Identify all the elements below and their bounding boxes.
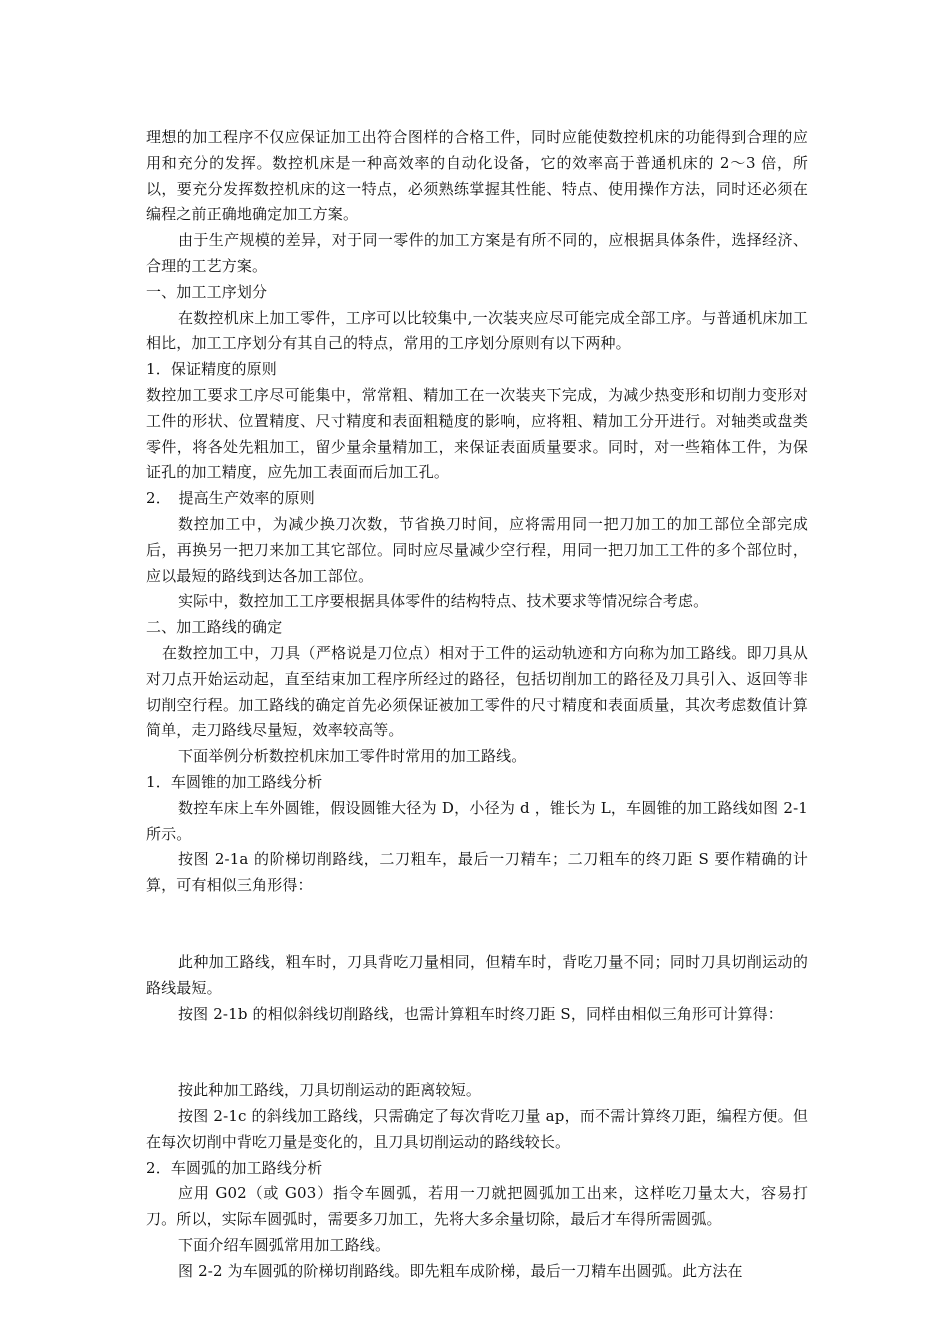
paragraph: 按图 2-1a 的阶梯切削路线，二刀粗车，最后一刀精车；二刀粗车的终刀距 S 要作精确的计算，可有相似三角形得： [146,850,808,895]
formula-placeholder [146,899,808,950]
subsection-heading: 1．车圆锥的加工路线分析 [146,772,323,791]
document-body [146,125,808,1285]
section-heading: 一、加工工序划分 [146,282,268,301]
paragraph: 数控加工中，为减少换刀次数，节省换刀时间，应将需用同一把刀加工的加工部位全部完成后，再换另一把刀来加工其它部位。同时应尽量减少空行程，用同一把刀加工工件的多个部位时，应以最短的路线到达各加工部位。 [146,514,808,585]
paragraph: 在数控加工中，刀具（严格说是刀位点）相对于工件的运动轨迹和方向称为加工路线。即刀具从对刀点开始运动起，直至结束加工程序所经过的路径，包括切削加工的路径及刀具引入、返回等非切削空行程。加工路线的确定首先必须保证被加工零件的尺寸精度和表面质量，其次考虑数值计算简单，走刀路线尽量短，效率较高等。 [146,643,808,740]
paragraph: 按此种加工路线，刀具切削运动的距离较短。 [178,1081,482,1100]
paragraph: 数控加工要求工序尽可能集中，常常粗、精加工在一次装夹下完成，为减少热变形和切削力变形对工件的形状、位置精度、尺寸精度和表面粗糙度的影响，应将粗、精加工分开进行。对轴类或盘类零件，将各处先粗加工，留少量余量精加工，来保证表面质量要求。同时，对一些箱体工件，为保证孔的加工精度，应先加工表面而后加工孔。 [146,385,808,482]
paragraph: 按图 2-1b 的相似斜线切削路线，也需计算粗车时终刀距 S，同样由相似三角形可计算得： [178,1004,783,1023]
formula-placeholder [146,1027,808,1078]
section-heading: 二、加工路线的确定 [146,618,283,637]
paragraph: 应用 G02（或 G03）指令车圆弧，若用一刀就把圆弧加工出来，这样吃刀量太大，容易打刀。所以，实际车圆弧时，需要多刀加工，先将大多余量切除，最后才车得所需圆弧。 [146,1184,808,1229]
paragraph: 下面介绍车圆弧常用加工路线。 [178,1236,391,1255]
paragraph: 实际中，数控加工工序要根据具体零件的结构特点、技术要求等情况综合考虑。 [178,592,709,611]
subsection-heading: 1．保证精度的原则 [146,360,277,379]
paragraph: 由于生产规模的差异，对于同一零件的加工方案是有所不同的，应根据具体条件，选择经济、合理的工艺方案。 [146,231,808,275]
paragraph: 此种加工路线，粗车时，刀具背吃刀量相同，但精车时，背吃刀量不同；同时刀具切削运动的路线最短。 [146,952,808,997]
paragraph: 理想的加工程序不仅应保证加工出符合图样的合格工件，同时应能使数控机床的功能得到合理的应用和充分的发挥。数控机床是一种高效率的自动化设备，它的效率高于普通机床的 2～3 倍，所以，要充分发挥数控机床的这一特点，必须熟练掌握其性能、特点、使用操作方法，同时还必须在编程之前正确地确定加工方案。 [146,128,808,224]
paragraph: 下面举例分析数控机床加工零件时常用的加工路线。 [178,747,527,766]
subsection-heading: 2．车圆弧的加工路线分析 [146,1158,323,1177]
paragraph: 数控车床上车外圆锥，假设圆锥大径为 D，小径为 d ，锥长为 L，车圆锥的加工路线如图 2-1 所示。 [146,798,808,843]
paragraph: 在数控机床上加工零件，工序可以比较集中,一次装夹应尽可能完成全部工序。与普通机床加工相比，加工工序划分有其自己的特点，常用的工序划分原则有以下两种。 [146,308,808,353]
paragraph: 图 2-2 为车圆弧的阶梯切削路线。即先粗车成阶梯，最后一刀精车出圆弧。此方法在 [178,1261,743,1280]
paragraph: 按图 2-1c 的斜线加工路线，只需确定了每次背吃刀量 ap，而不需计算终刀距，编程方便。但在每次切削中背吃刀量是变化的，且刀具切削运动的路线较长。 [146,1107,808,1151]
subsection-heading: 2． 提高生产效率的原则 [146,489,315,508]
